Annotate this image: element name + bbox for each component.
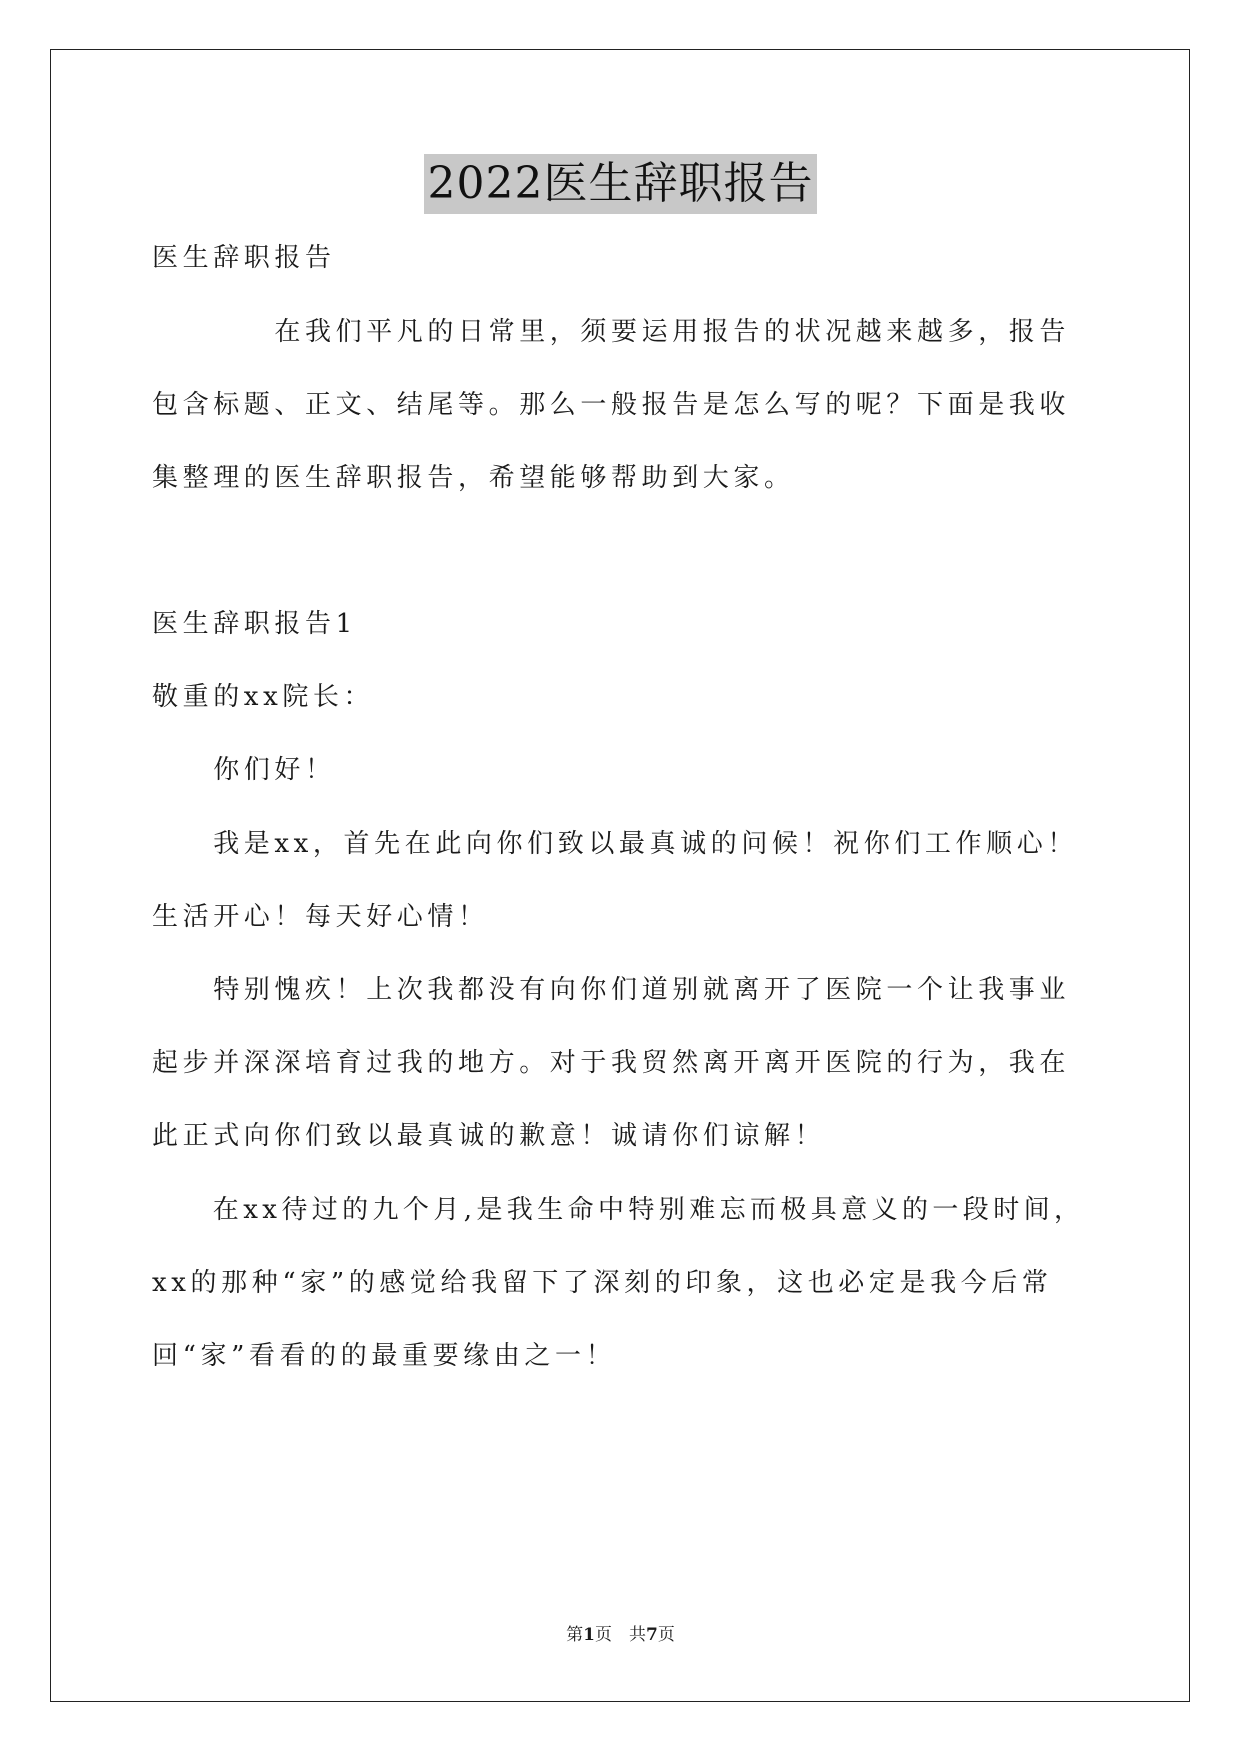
- greeting: 你们好！: [152, 755, 336, 785]
- doc-heading: 医生辞职报告: [152, 243, 336, 273]
- page-footer: [0, 1620, 1241, 1645]
- page-number-mid: 页 共: [595, 1625, 646, 1645]
- page-number-current: 1: [583, 1625, 595, 1645]
- paragraph-3-line-2: xx的那种“家”的感觉给我留下了深刻的印象，这也必定是我今后常: [152, 1268, 1053, 1298]
- title-container: [0, 154, 1241, 214]
- page-number-suffix: 页: [657, 1625, 675, 1645]
- paragraph-3-line-1: 在xx待过的九个月,是我生命中特别难忘而极具意义的一段时间，: [152, 1195, 1085, 1225]
- paragraph-1-line-1: 我是xx，首先在此向你们致以最真诚的问候！祝你们工作顺心！: [152, 829, 1078, 859]
- paragraph-2-line-3: 此正式向你们致以最真诚的歉意！诚请你们谅解！: [152, 1121, 826, 1151]
- paragraph-1-line-2: 生活开心！每天好心情！: [152, 902, 489, 932]
- document-title: 2022医生辞职报告: [424, 154, 818, 214]
- intro-line-1: 在我们平凡的日常里，须要运用报告的状况越来越多，报告: [152, 317, 1071, 347]
- salutation: 敬重的xx院长：: [152, 682, 375, 712]
- paragraph-2-line-2: 起步并深深培育过我的地方。对于我贸然离开离开医院的行为，我在: [152, 1048, 1071, 1078]
- page-border: [50, 49, 1190, 1702]
- page-number-prefix: 第: [566, 1625, 584, 1645]
- page-number-total: 7: [646, 1625, 658, 1645]
- paragraph-3-line-3: 回“家”看看的的最重要缘由之一！: [152, 1341, 617, 1371]
- section-heading-1: 医生辞职报告1: [152, 609, 357, 639]
- intro-line-2: 包含标题、正文、结尾等。那么一般报告是怎么写的呢？下面是我收: [152, 390, 1071, 420]
- intro-line-3: 集整理的医生辞职报告，希望能够帮助到大家。: [152, 463, 795, 493]
- paragraph-2-line-1: 特别愧疚！上次我都没有向你们道别就离开了医院一个让我事业: [152, 975, 1071, 1005]
